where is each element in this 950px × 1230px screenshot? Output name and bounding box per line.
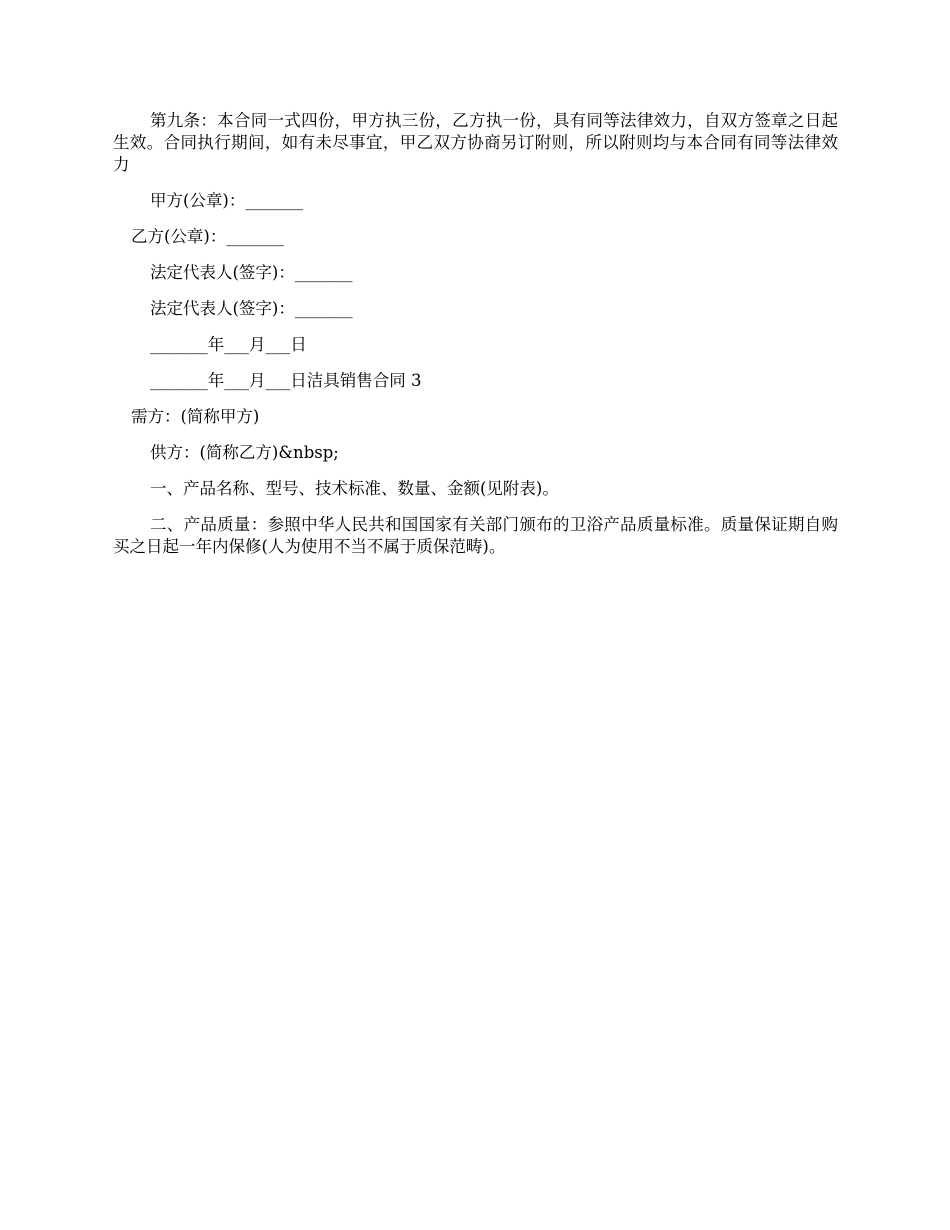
party-b-seal-line: 乙方(公章)：_______ — [131, 227, 285, 246]
document-page — [113, 110, 838, 558]
legal-rep-b-line: 法定代表人(签字)：_______ — [150, 299, 353, 318]
legal-rep-a-line: 法定代表人(签字)：_______ — [150, 263, 353, 282]
buyer-line: 需方：(简称甲方) — [131, 407, 260, 426]
item-one-paragraph: 一、产品名称、型号、技术标准、数量、金额(见附表)。 — [150, 479, 559, 498]
date-line-contract-title: _______年___月___日洁具销售合同 3 — [150, 371, 422, 390]
party-a-seal-line: 甲方(公章)：_______ — [150, 191, 304, 210]
supplier-line: 供方：(简称乙方)&nbsp; — [150, 443, 339, 462]
item-two-paragraph: 二、产品质量：参照中华人民共和国国家有关部门颁布的卫浴产品质量标准。质量保证期自购买之日起一年内保修(人为使用不当不属于质保范畴)。 — [113, 515, 838, 556]
date-line: _______年___月___日 — [150, 335, 307, 354]
clause-nine-paragraph: 第九条：本合同一式四份，甲方执三份，乙方执一份，具有同等法律效力，自双方签章之日起生效。合同执行期间，如有未尽事宜，甲乙双方协商另订附则，所以附则均与本合同有同等法律效力 — [113, 111, 838, 174]
